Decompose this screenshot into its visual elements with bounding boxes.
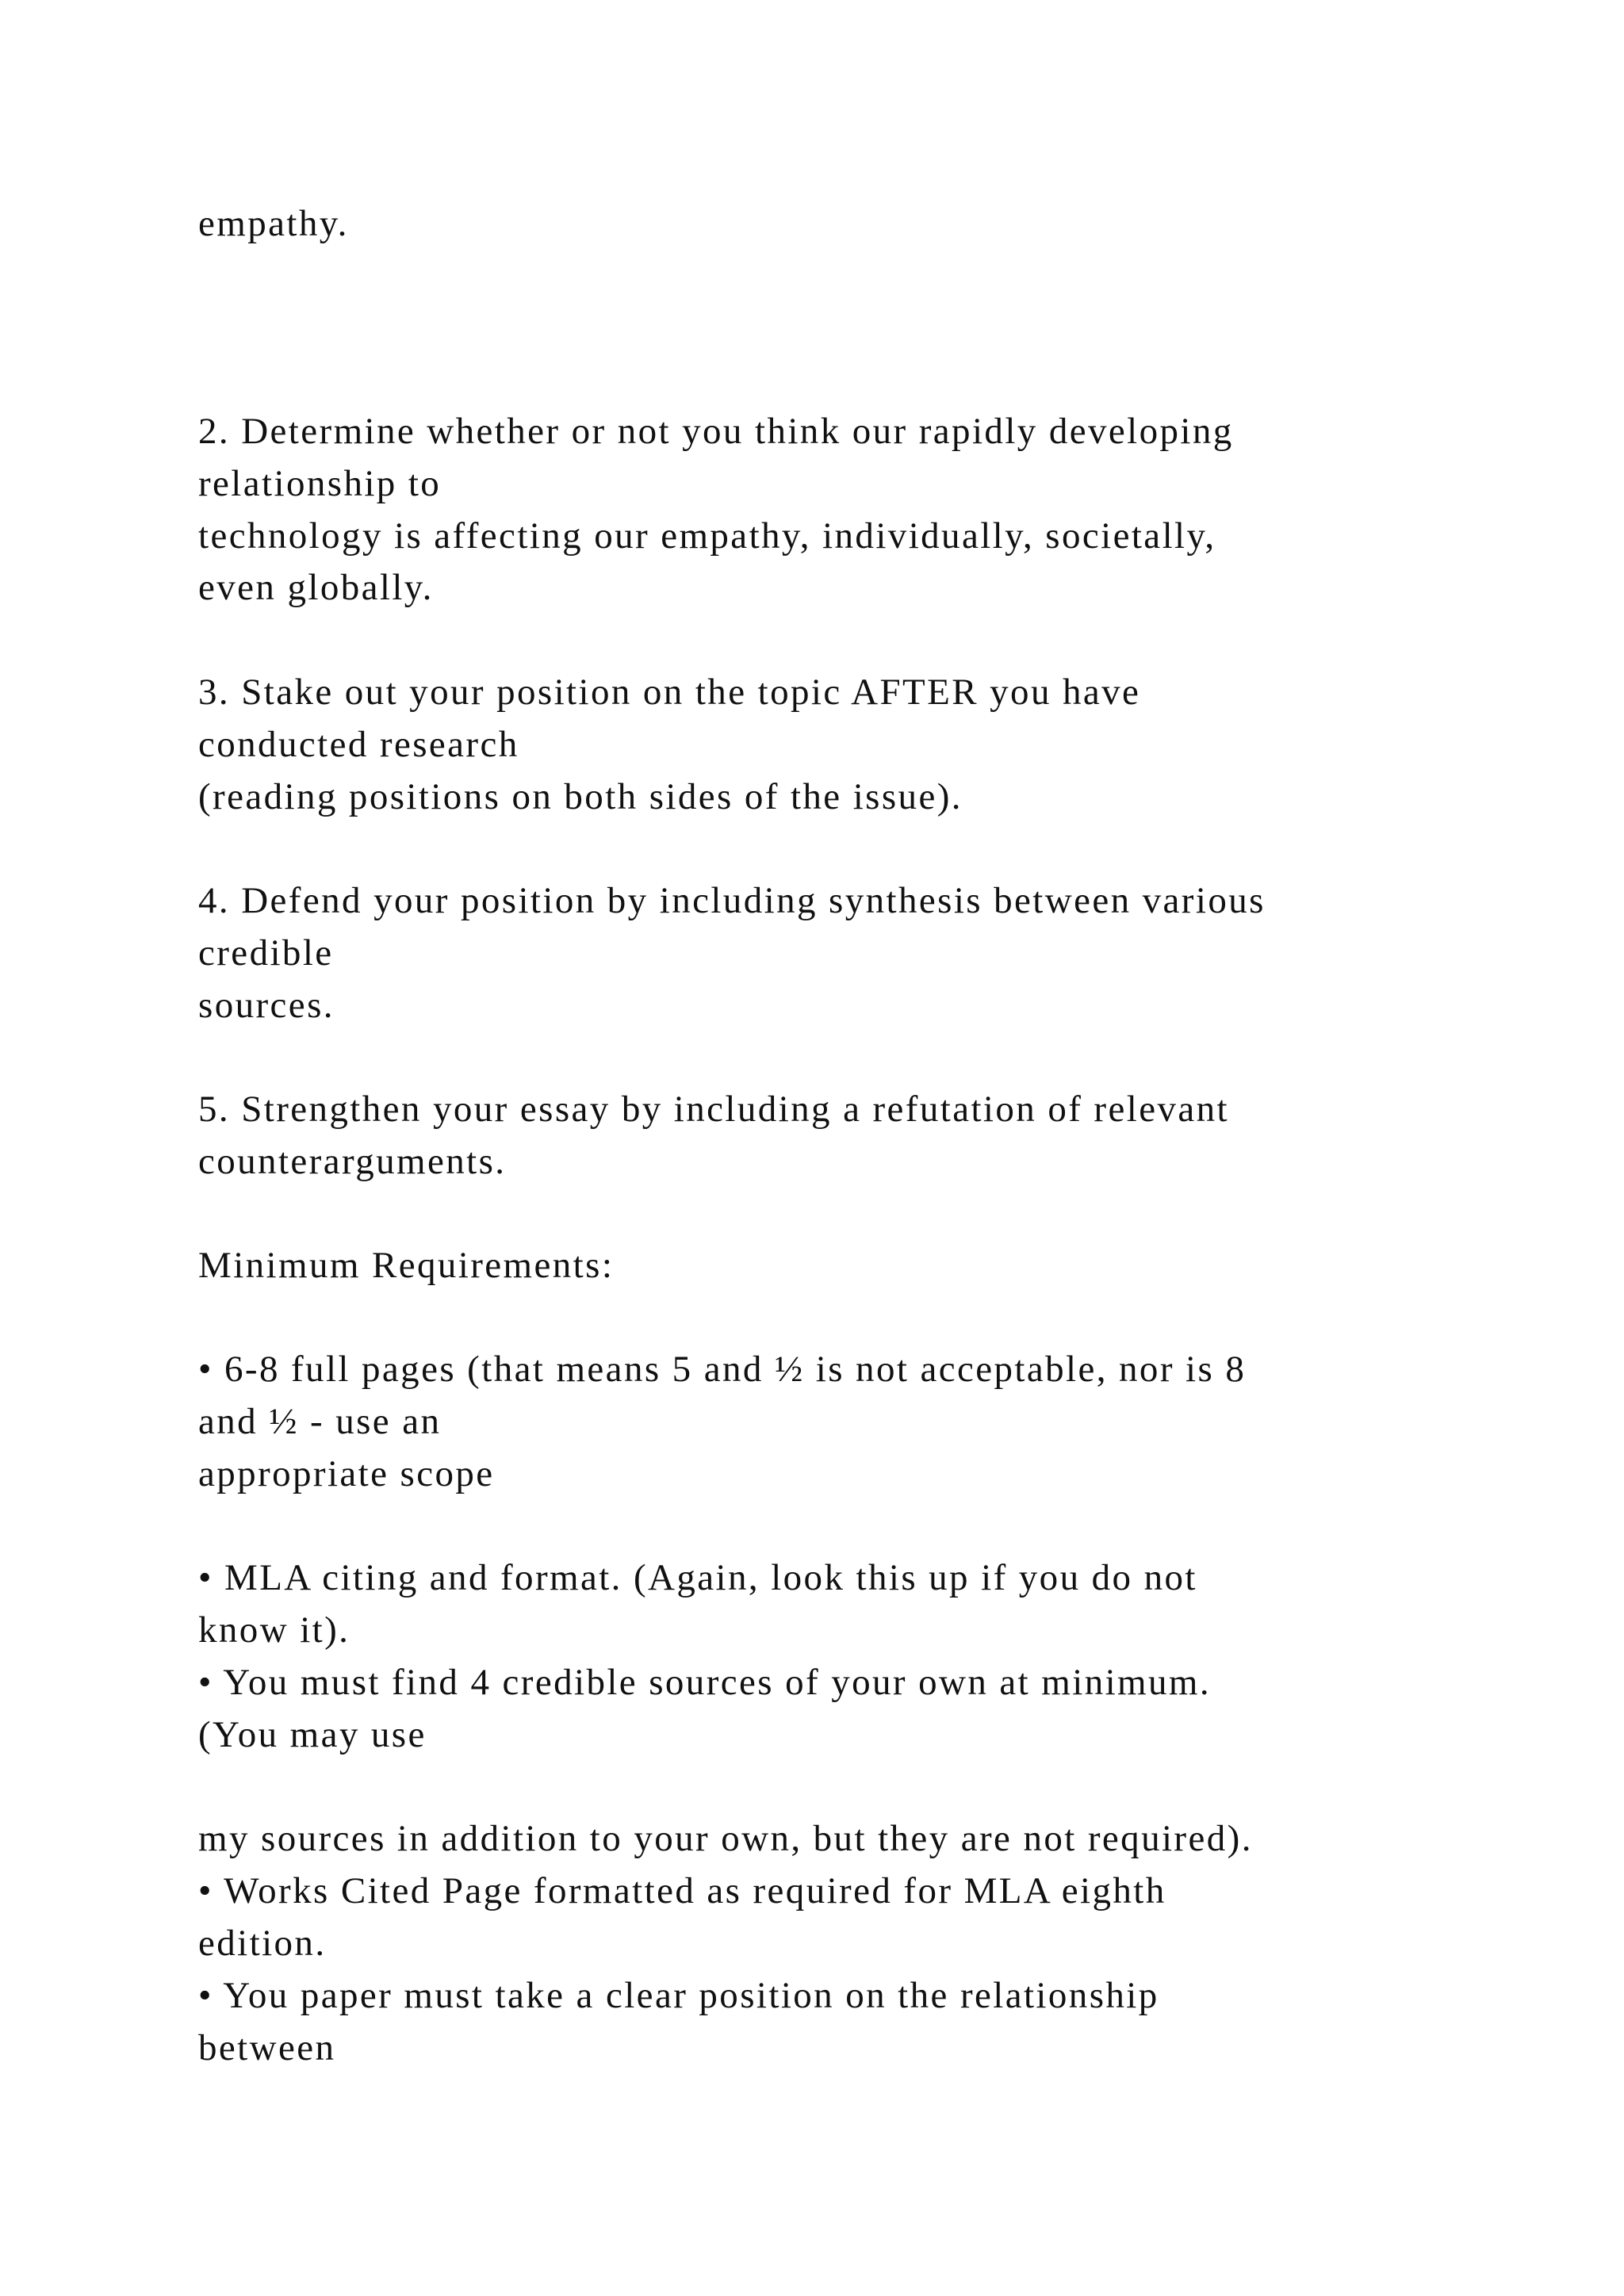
text-line: relationship to [198,463,442,504]
text-line: 4. Defend your position by including synthesis between various [198,880,1266,921]
text-line: conducted research [198,724,519,765]
text-line: 5. Strengthen your essay by including a refutation of relevant [198,1089,1229,1130]
section-heading: Minimum Requirements: [198,1245,615,1286]
text-line: counterarguments. [198,1141,507,1182]
text-line: sources. [198,985,335,1026]
text-line: between [198,2027,336,2068]
text-line: empathy. [198,203,349,244]
text-line: technology is affecting our empathy, individually, societally, [198,515,1216,557]
text-line: credible [198,932,334,974]
text-line: edition. [198,1923,327,1964]
text-line: (reading positions on both sides of the issue). [198,776,963,817]
text-line: • You must find 4 credible sources of your own at minimum. [198,1662,1212,1703]
text-line: appropriate scope [198,1453,495,1494]
text-line: • MLA citing and format. (Again, look this up if you do not [198,1557,1197,1598]
text-line: • You paper must take a clear position on the relationship [198,1975,1159,2016]
text-line: my sources in addition to your own, but they are not required). [198,1818,1253,1859]
text-line: • Works Cited Page formatted as required for MLA eighth [198,1870,1166,1911]
text-line: • 6-8 full pages (that means 5 and ½ is not acceptable, nor is 8 [198,1349,1247,1390]
text-line: (You may use [198,1714,427,1755]
text-line: 2. Determine whether or not you think our rapidly developing [198,411,1234,452]
text-line: and ½ - use an [198,1401,442,1442]
text-line: 3. Stake out your position on the topic AFTER you have [198,672,1141,713]
text-line: know it). [198,1609,350,1651]
text-line: even globally. [198,567,434,608]
